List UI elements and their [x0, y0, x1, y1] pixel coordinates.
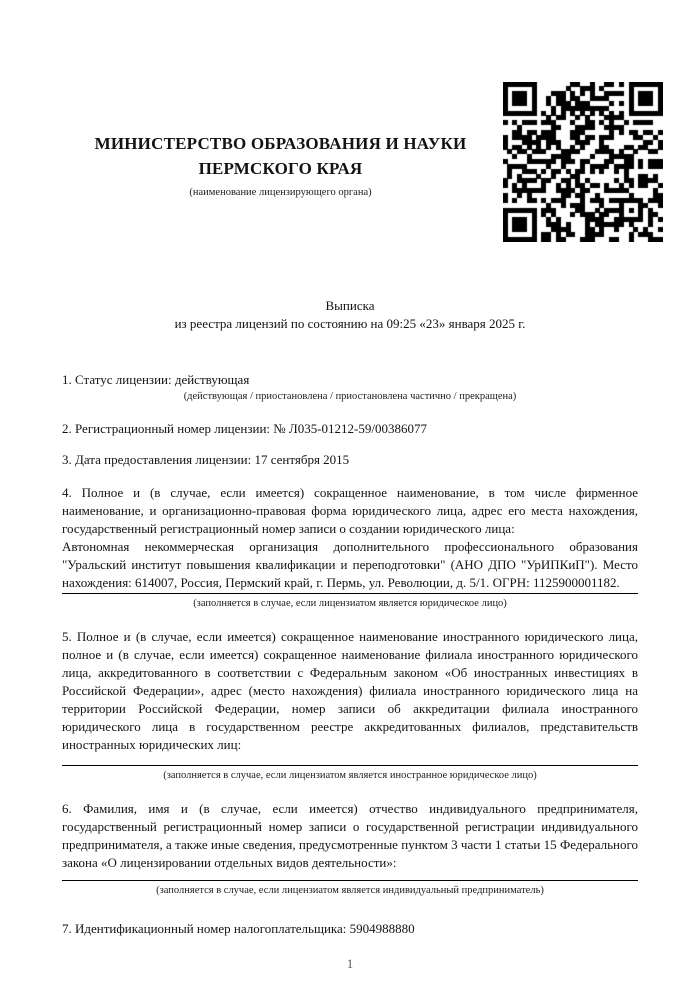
page-number: 1: [346, 957, 354, 971]
fill-line-individual-entrepreneur: [62, 880, 638, 881]
ministry-name-line1: МИНИСТЕРСТВО ОБРАЗОВАНИЯ И НАУКИ: [94, 134, 467, 153]
individual-entrepreneur-label: 6. Фамилия, имя и (в случае, если имеется) отчество индивидуального предпринимателя, государственный регистрационный номер записи о государственной регистрации индивидуального предпринимателя, а также иные сведения, предусмотренные пунктом 3 части 1 статьи 15 Федерального закона «О лицензировании отдельных видов деятельности»:: [62, 801, 638, 870]
ministry-caption: (наименование лицензирующего органа): [189, 187, 372, 198]
legal-entity-label: 4. Полное и (в случае, если имеется) сокращенное наименование, в том числе фирменное наименование, и организационно-правовая форма юридического лица, адрес его места нахождения, государственный регистрационный номер записи о создании юридического лица:: [62, 485, 638, 536]
legal-entity-caption: (заполняется в случае, если лицензиатом является юридическое лицо): [193, 598, 507, 609]
title-subheading: из реестра лицензий по состоянию на 09:25 «23» января 2025 г.: [174, 316, 526, 331]
field-registration-number: 2. Регистрационный номер лицензии: № Л035-01212-59/00386077: [62, 421, 428, 436]
individual-entrepreneur-caption: (заполняется в случае, если лицензиатом является индивидуальный предприниматель): [156, 885, 544, 896]
fill-line-legal-entity: [62, 593, 638, 594]
foreign-entity-label: 5. Полное и (в случае, если имеется) сокращенное наименование иностранного юридического лица, полное и (в случае, если имеется) сокращенное наименование филиала иностранного юридического лица, аккредитованного в соответствии с Федеральным законом «Об иностранных инвестициях в Российской Федерации», адрес (место нахождения) филиала иностранного юридического лица на территории Российской Федерации, номер записи об аккредитации филиала иностранного юридического лица в государственном реестре аккредитованных филиалов, представительств иностранных юридических лиц:: [62, 629, 638, 752]
field-grant-date: 3. Дата предоставления лицензии: 17 сентября 2015: [62, 452, 350, 467]
section-legal-entity: [62, 484, 638, 611]
fill-line-foreign-entity: [62, 765, 638, 766]
field-license-status: 1. Статус лицензии: действующая: [62, 372, 250, 387]
ministry-name-line2: ПЕРМСКОГО КРАЯ: [198, 159, 363, 178]
section-individual-entrepreneur: [62, 800, 638, 898]
title-heading: Выписка: [325, 298, 375, 313]
field-license-status-caption: (действующая / приостановлена / приостановлена частично / прекращена): [183, 391, 517, 402]
section-foreign-entity: [62, 628, 638, 783]
field-taxpayer-id: 7. Идентификационный номер налогоплательщика: 5904988880: [62, 921, 415, 936]
legal-entity-value: Автономная некоммерческая организация дополнительного профессионального образования "Уральский институт повышения квалификации и переподготовки" (АНО ДПО "УрИПКиП"). Место нахождения: 614007, Россия, Пермский край, г. Пермь, ул. Революции, д. 5/1. ОГРН: 1125900001182.: [62, 539, 638, 590]
document-title: [62, 297, 638, 333]
foreign-entity-caption: (заполняется в случае, если лицензиатом является иностранное юридическое лицо): [163, 770, 537, 781]
